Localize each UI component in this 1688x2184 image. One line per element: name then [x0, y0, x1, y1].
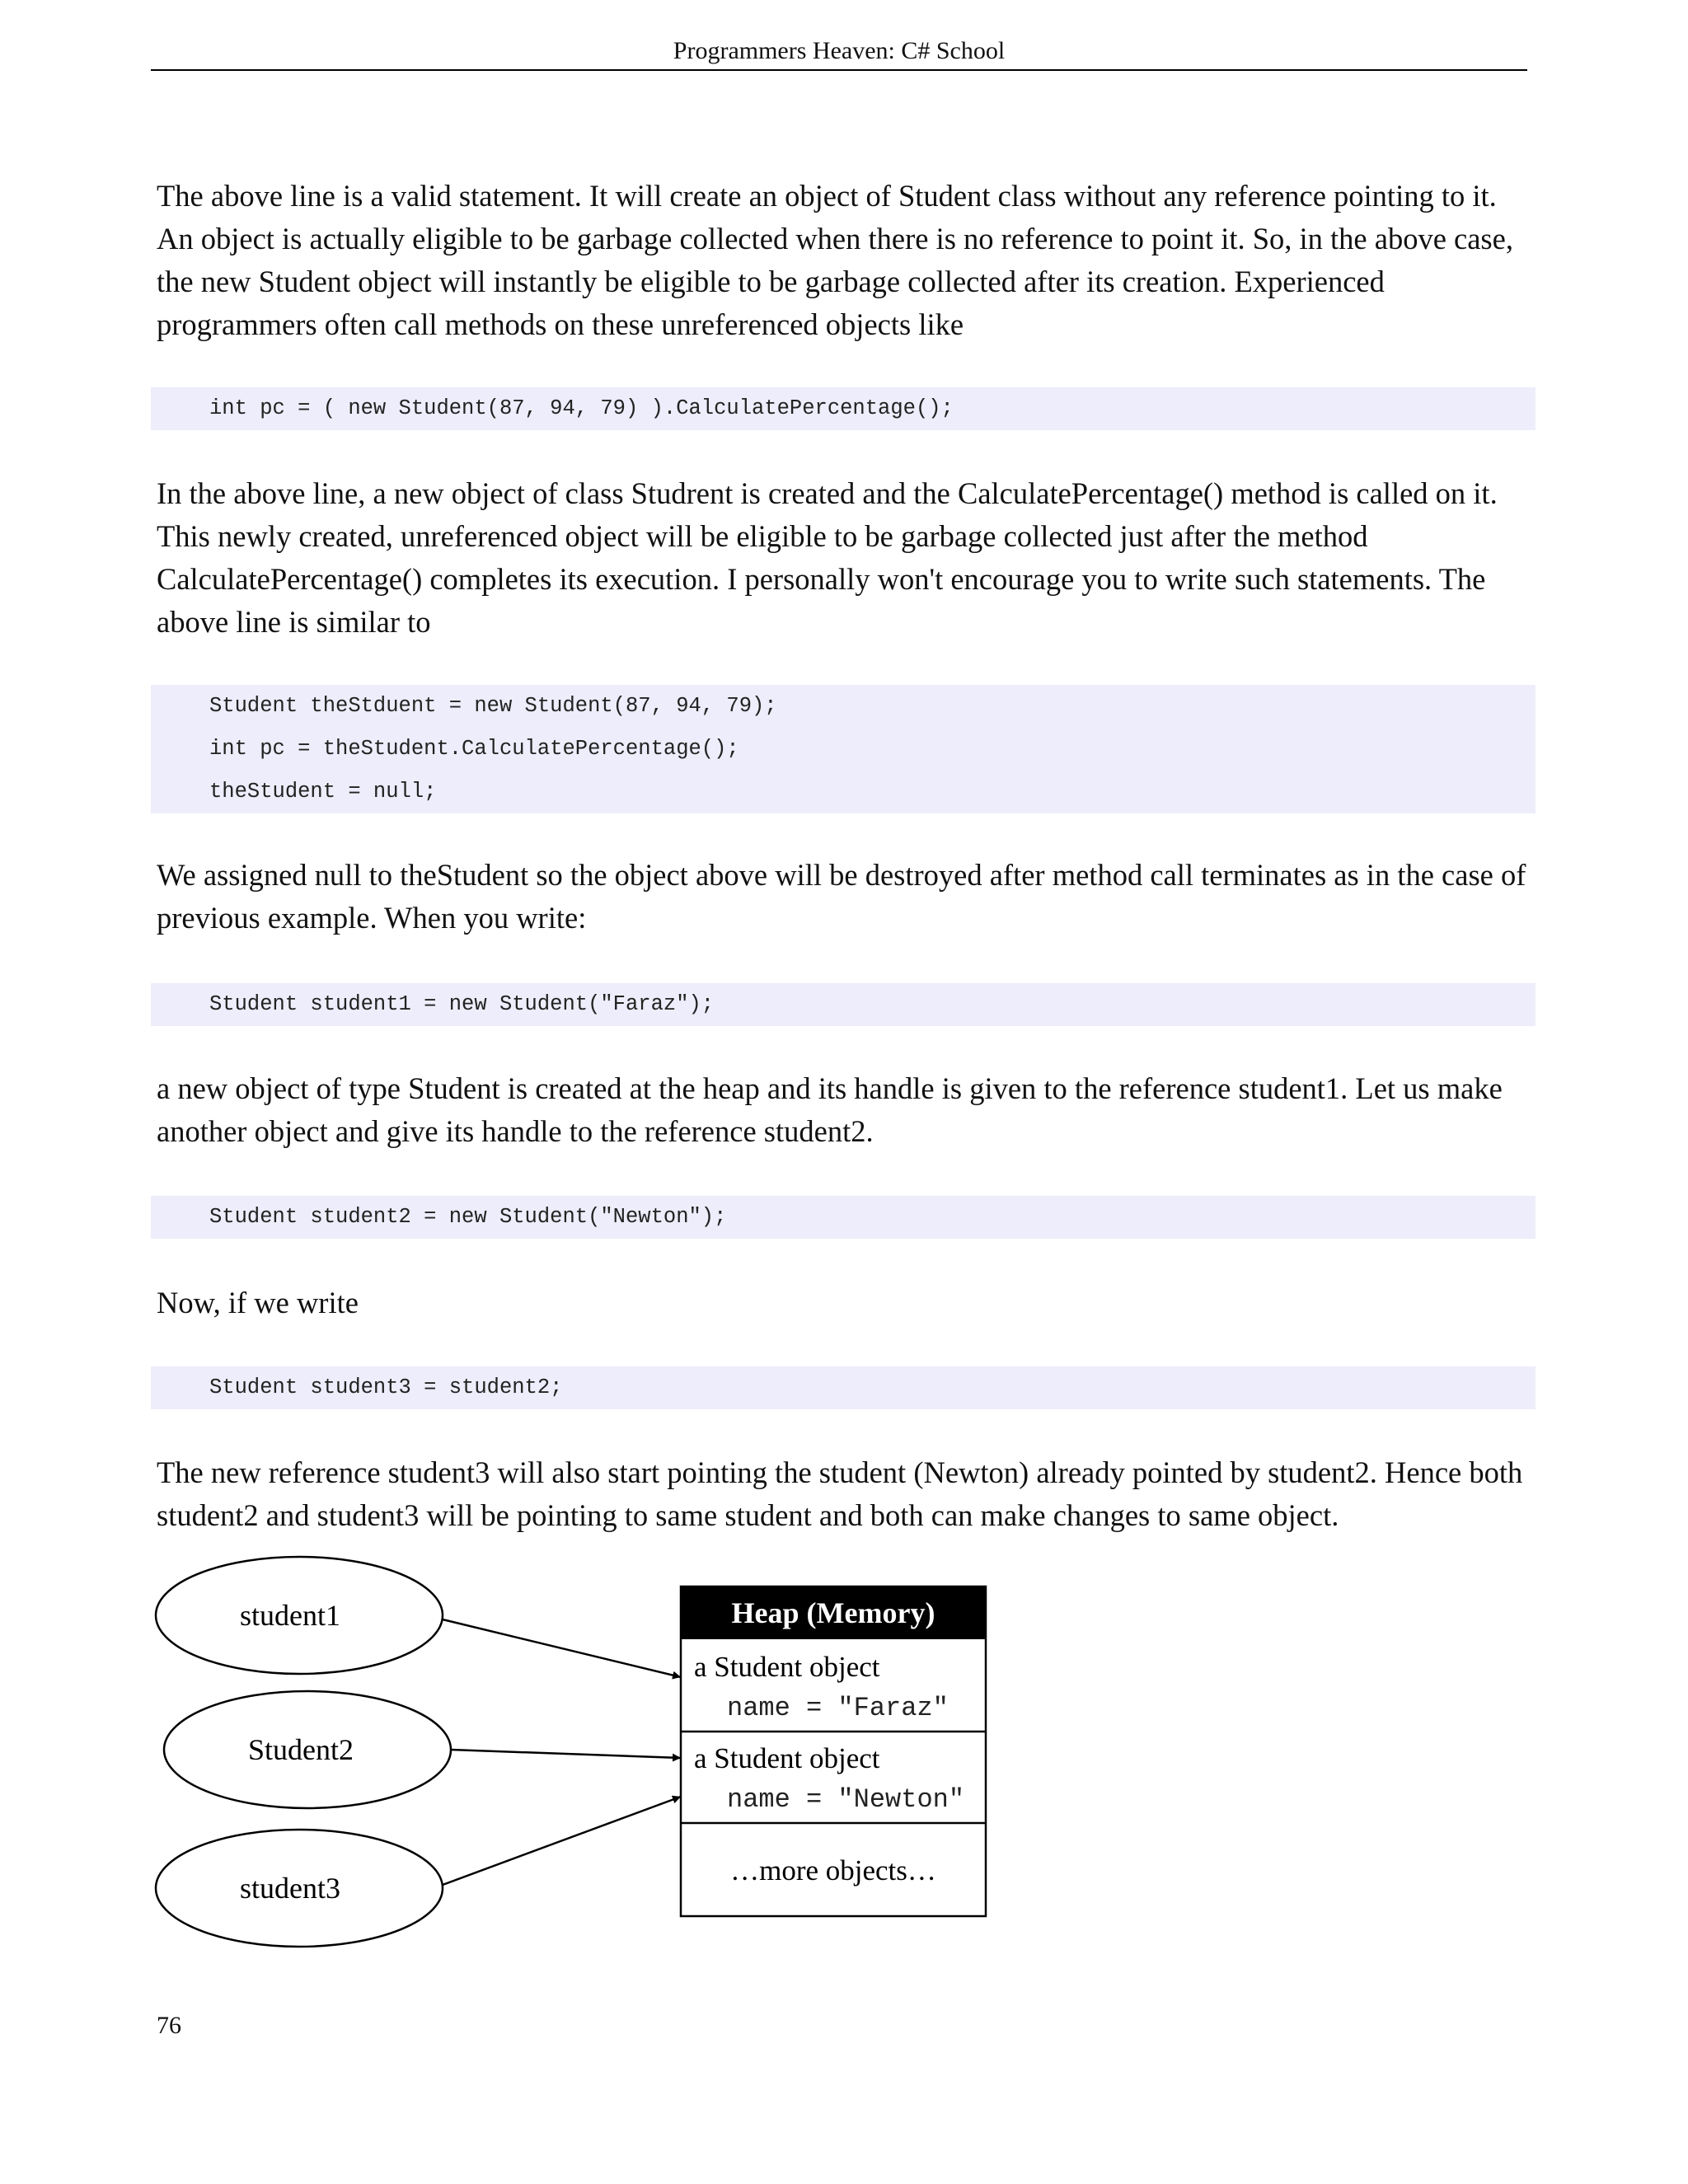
reference-label-student3: student3 [240, 1872, 340, 1905]
arrow-student1-to-faraz [443, 1619, 681, 1677]
paragraph-student3-pointing: The new reference student3 will also start pointing the student (Newton) already pointed by student2. Hence both student2 and student3 will be pointing to same student and both can make changes to same object. [157, 1455, 1523, 1532]
heap-title: Heap (Memory) [731, 1596, 935, 1629]
heap-object-label-newton: a Student object [694, 1742, 880, 1774]
code-line: Student student2 = new Student("Newton"); [209, 1205, 727, 1229]
reference-label-student1: student1 [240, 1599, 340, 1632]
paragraph-studrent-object: In the above line, a new object of class Studrent is created and the CalculatePercentage() method is called on it. This newly created, unreferenced object will be eligible to be garbage collected just after the method CalculatePercentage() completes its execution. I personally won't encourage you to write such statements. The above line is similar to [157, 476, 1498, 639]
code-line: Student theStduent = new Student(87, 94, 79); [209, 694, 777, 718]
running-header: Programmers Heaven: C# School [151, 36, 1527, 71]
paragraph-unreferenced-object: The above line is a valid statement. It will create an object of Student class without any reference pointing to it. An object is actually eligible to be garbage collected when there is no reference to point it. So, in the above case, the new Student object will instantly be eligible to be garbage collected after its creation. Experienced programmers often call methods on these unreferenced objects like [157, 179, 1513, 341]
paragraph-assigned-null: We assigned null to theStudent so the object above will be destroyed after method call terminates as in the case of previous example. When you write: [157, 858, 1526, 935]
arrow-student2-to-newton [451, 1750, 681, 1758]
heap-object-field-faraz: name = "Faraz" [727, 1693, 949, 1723]
reference-label-student2: Student2 [247, 1733, 354, 1766]
code-line: theStudent = null; [209, 780, 437, 804]
arrow-student3-to-newton [443, 1797, 681, 1885]
heap-object-label-faraz: a Student object [694, 1651, 880, 1683]
code-line: Student student3 = student2; [209, 1376, 563, 1399]
code-line: int pc = theStudent.CalculatePercentage(); [209, 737, 739, 761]
code-line: Student student1 = new Student("Faraz"); [209, 992, 715, 1016]
code-line: int pc = ( new Student(87, 94, 79) ).CalculatePercentage(); [209, 396, 954, 420]
page-number: 76 [157, 2012, 181, 2039]
paragraph-now-if-we-write: Now, if we write [157, 1286, 359, 1319]
heap-more-objects: …more objects… [730, 1854, 936, 1886]
heap-object-field-newton: name = "Newton" [727, 1784, 965, 1815]
paragraph-heap-handle: a new object of type Student is created at the heap and its handle is given to the reference student1. Let us make another object and give its handle to the reference student2. [157, 1071, 1503, 1148]
